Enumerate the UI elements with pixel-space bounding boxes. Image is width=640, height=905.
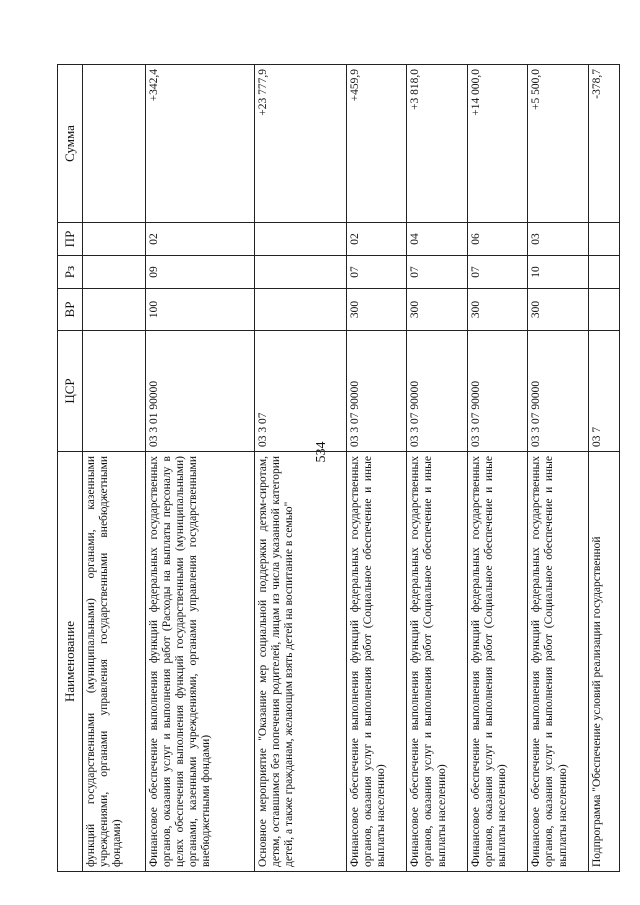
row-name: функций государственными (муниципальными) органами, казенными учреждениями, органами управления государственными внебюджетными фондами) bbox=[83, 452, 146, 872]
header-pr: ПР bbox=[58, 223, 83, 256]
row-rz: 07 bbox=[467, 256, 527, 289]
table-row bbox=[588, 65, 619, 872]
row-csr: 03 3 07 90000 bbox=[407, 331, 467, 452]
row-name: Подпрограмма "Обеспечение условий реализации государственной bbox=[588, 452, 619, 872]
row-sum: +14 000,0 bbox=[467, 65, 527, 223]
row-name: Финансовое обеспечение выполнения функций федеральных государственных органов, оказания услуг и выполнения работ (Социальное обеспечение и иные выплаты населению) bbox=[467, 452, 527, 872]
row-pr: 02 bbox=[145, 223, 254, 256]
row-rz: 07 bbox=[346, 256, 406, 289]
row-vr: 300 bbox=[407, 289, 467, 331]
row-sum bbox=[83, 65, 146, 223]
row-name: Финансовое обеспечение выполнения функций федеральных государственных органов, оказания услуг и выполнения работ (Социальное обеспечение и иные выплаты населению) bbox=[407, 452, 467, 872]
row-csr bbox=[83, 331, 146, 452]
row-csr: 03 3 07 bbox=[255, 331, 347, 452]
header-name: Наименование bbox=[58, 452, 83, 872]
page-number: 534 bbox=[314, 441, 329, 463]
table-row bbox=[346, 65, 406, 872]
row-rz bbox=[588, 256, 619, 289]
row-csr: 03 3 01 90000 bbox=[145, 331, 254, 452]
row-rz: 09 bbox=[145, 256, 254, 289]
row-vr: 300 bbox=[467, 289, 527, 331]
row-vr: 100 bbox=[145, 289, 254, 331]
header-vr: ВР bbox=[58, 289, 83, 331]
header-sum: Сумма bbox=[58, 65, 83, 223]
row-name: Финансовое обеспечение выполнения функций федеральных государственных органов, оказания услуг и выполнения работ (Расходы на выплаты персоналу в целях обеспечения выполнения функций государственными (муниципальными) органами, казенными учреждениями, органами управления государственными внебюджетными фондами) bbox=[145, 452, 254, 872]
row-pr bbox=[255, 223, 347, 256]
row-sum: +5 500,0 bbox=[528, 65, 588, 223]
row-pr: 06 bbox=[467, 223, 527, 256]
table-header-row bbox=[58, 65, 83, 872]
budget-table-rotated bbox=[57, 65, 620, 872]
row-vr: 300 bbox=[346, 289, 406, 331]
row-name: Финансовое обеспечение выполнения функций федеральных государственных органов, оказания услуг и выполнения работ (Социальное обеспечение и иные выплаты населению) bbox=[528, 452, 588, 872]
row-vr bbox=[588, 289, 619, 331]
row-csr: 03 7 bbox=[588, 331, 619, 452]
budget-table bbox=[57, 64, 620, 872]
table-row bbox=[145, 65, 254, 872]
row-csr: 03 3 07 90000 bbox=[346, 331, 406, 452]
row-vr bbox=[255, 289, 347, 331]
row-pr: 04 bbox=[407, 223, 467, 256]
row-rz: 07 bbox=[407, 256, 467, 289]
row-sum: -378,7 bbox=[588, 65, 619, 223]
row-vr: 300 bbox=[528, 289, 588, 331]
table-row bbox=[255, 65, 347, 872]
row-csr: 03 3 07 90000 bbox=[528, 331, 588, 452]
row-rz: 10 bbox=[528, 256, 588, 289]
header-csr: ЦСР bbox=[58, 331, 83, 452]
row-csr: 03 3 07 90000 bbox=[467, 331, 527, 452]
header-rz: Рз bbox=[58, 256, 83, 289]
row-rz bbox=[83, 256, 146, 289]
row-sum: +23 777,9 bbox=[255, 65, 347, 223]
row-pr: 03 bbox=[528, 223, 588, 256]
row-pr: 02 bbox=[346, 223, 406, 256]
row-sum: +459,9 bbox=[346, 65, 406, 223]
row-rz bbox=[255, 256, 347, 289]
row-pr bbox=[588, 223, 619, 256]
row-sum: +342,4 bbox=[145, 65, 254, 223]
table-row bbox=[83, 65, 146, 872]
row-pr bbox=[83, 223, 146, 256]
row-name: Основное мероприятие "Оказание мер социальной поддержки детям-сиротам, детям, оставшимся без попечения родителей, лицам из числа указанной категории детей, а также гражданам, желающим взять детей на воспитание в семью" bbox=[255, 452, 347, 872]
row-sum: +3 818,0 bbox=[407, 65, 467, 223]
table-row bbox=[407, 65, 467, 872]
table-row bbox=[467, 65, 527, 872]
row-vr bbox=[83, 289, 146, 331]
table-row bbox=[528, 65, 588, 872]
row-name: Финансовое обеспечение выполнения функций федеральных государственных органов, оказания услуг и выполнения работ (Социальное обеспечение и иные выплаты населению) bbox=[346, 452, 406, 872]
